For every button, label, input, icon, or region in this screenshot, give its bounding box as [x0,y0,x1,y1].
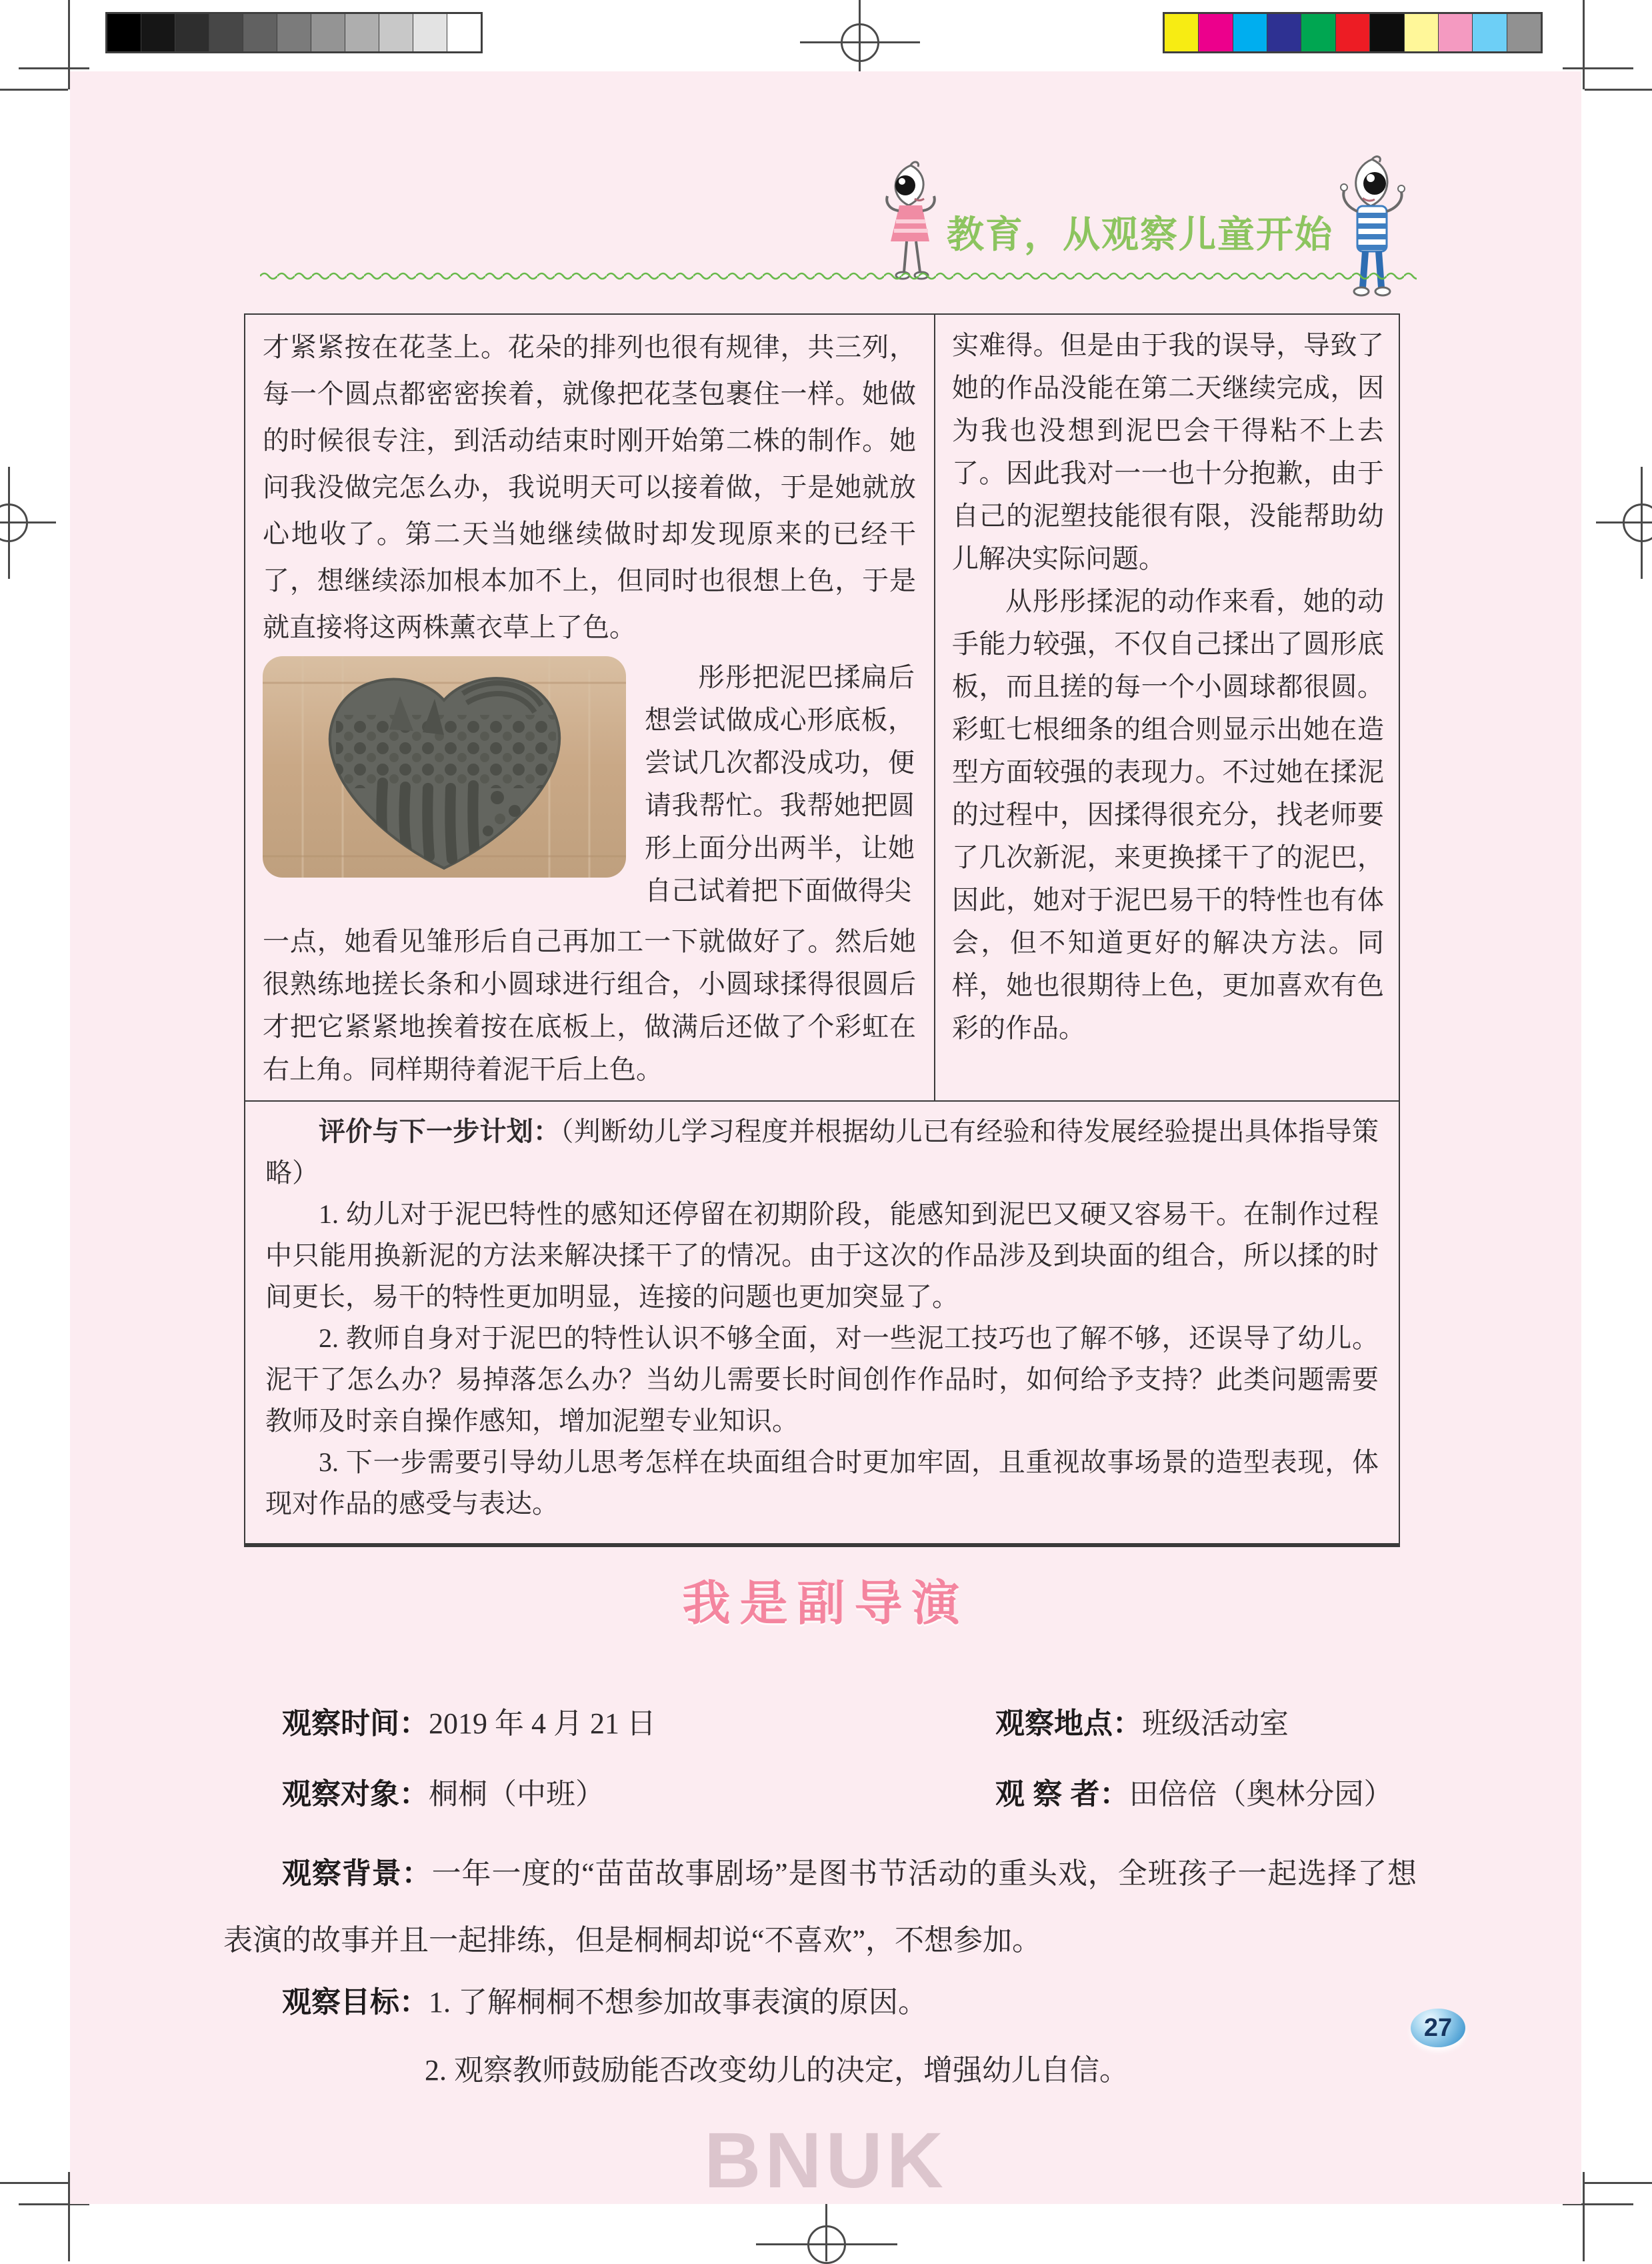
evaluation-section [245,1100,1399,1524]
calibration-swatch [1233,14,1267,51]
evaluation-heading-label: 评价与下一步计划： [319,1117,561,1146]
calibration-swatch [277,14,311,51]
registration-mark-icon [0,521,56,523]
clay-heart-sculpture-photo [263,656,626,878]
page-header-title: 教育，从观察儿童开始 [947,213,1333,255]
background-text: 一年一度的“苗苗故事剧场”是图书节活动的重头戏，全班孩子一起选择了想表演的故事并且一起排练，但是桐桐却说“不喜欢”，不想参加。 [223,1857,1417,1957]
observation-time-row [223,1699,1417,1742]
evaluation-item: 2. 教师自身对于泥巴的特性认识不够全面，对一些泥工技巧也了解不够，还误导了幼儿。泥干了怎么办？易掉落怎么办？当幼儿需要长时间创作作品时，如何给予支持？此类问题需要教师及时亲自操作感知，增加泥塑专业知识。 [265,1323,1379,1436]
left-column-paragraph: 才紧紧按在花茎上。花朵的排列也很有规律，共三列，每一个圆点都密密挨着，就像把花茎包裹住一样。她做的时候很专注，到活动结束时刚开始第二株的制作。她问我没做完怎么办，我说明天可以接着做，于是她就放心地收了。第二天当她继续做时却发现原来的已经干了，想继续添加根本加不上，但同时也很想上色，于是就直接将这两株薰衣草上了色。 [263,332,916,642]
section-title: 我是副导演 [682,1577,969,1630]
observation-background-paragraph [223,1841,1417,1974]
calibration-swatch [1369,14,1403,51]
left-column-paragraph-beside-photo: 彤彤把泥巴揉扁后想尝试做成心形底板，尝试几次都没成功，便请我帮忙。我帮她把圆形上面分出两半，让她自己试着把下面做得尖 [645,662,915,906]
crop-mark [0,2182,68,2184]
calibration-swatch [413,14,447,51]
crop-mark [1583,2172,1585,2261]
grayscale-calibration-bar [105,12,483,53]
observer-label: 观 察 者： [995,1778,1129,1811]
crop-mark [1585,2182,1652,2184]
calibration-swatch [243,14,277,51]
observer-value: 田倍倍（奥林分园） [1129,1778,1393,1811]
calibration-swatch [1335,14,1369,51]
time-label: 观察时间： [282,1707,429,1740]
registration-mark-icon [800,41,920,43]
goal-item: 1. 了解桐桐不想参加故事表演的原因。 [429,1986,927,2019]
page-number-badge [1411,2009,1465,2047]
evaluation-item: 1. 幼儿对于泥巴特性的感知还停留在初期阶段，能感知到泥巴又硬又容易干。在制作过程中只能用换新泥的方法来解决揉干了的情况。由于这次的作品涉及到块面的组合，所以揉的时间更长，易干的特性更加明显，连接的问题也更加突显了。 [265,1199,1379,1312]
crop-mark [1583,0,1585,89]
calibration-swatch [311,14,345,51]
evaluation-heading-note: （判断幼儿学习程度并根据幼儿已有经验和待发展经验提出具体指导策略） [265,1116,1379,1188]
watermark-text: BNUK [704,2117,947,2205]
crop-mark [1563,67,1633,69]
calibration-swatch [141,14,175,51]
right-column [952,324,1384,1050]
right-column-paragraph: 实难得。但是由于我的误导，导致了她的作品没能在第二天继续完成，因为我也没想到泥巴会干得粘不上去了。因此我对一一也十分抱歉，由于自己的泥塑技能很有限，没能帮助幼儿解决实际问题。 [952,330,1384,574]
left-column [263,324,916,1091]
left-column-paragraph: 一点，她看见雏形后自己再加工一下就做好了。然后她很熟练地搓长条和小圆球进行组合，小圆球揉得很圆后才把它紧紧地挨着按在底板上，做满后还做了个彩虹在右上角。同样期待着泥干后上色。 [263,926,916,1084]
goal-item: 2. 观察教师鼓励能否改变幼儿的决定，增强幼儿自信。 [425,2054,1129,2087]
crop-mark [19,67,89,69]
observation-record-box [244,313,1400,1547]
subject-label: 观察对象： [282,1778,429,1811]
evaluation-heading [265,1111,1379,1194]
calibration-swatch [1438,14,1472,51]
calibration-swatch [175,14,209,51]
calibration-swatch [379,14,413,51]
place-label: 观察地点： [995,1707,1142,1740]
calibration-swatch [1165,14,1198,51]
calibration-swatch [447,14,481,51]
calibration-swatch [1472,14,1506,51]
goal-label: 观察目标： [282,1986,429,2019]
observation-goal-row [223,1978,1417,2021]
registration-mark-icon [825,2199,827,2261]
time-value: 2019 年 4 月 21 日 [429,1707,656,1740]
calibration-swatch [1198,14,1232,51]
calibration-swatch [1404,14,1438,51]
tadpole-boy-mascot-icon [1333,155,1411,310]
calibration-swatch [209,14,243,51]
subject-value: 桐桐（中班） [429,1778,605,1811]
calibration-swatch [1507,14,1541,51]
registration-mark-icon [1596,521,1652,523]
background-label: 观察背景： [282,1857,432,1890]
calibration-swatch [1267,14,1301,51]
page-number: 27 [1423,2013,1453,2042]
evaluation-item: 3. 下一步需要引导幼儿思考怎样在块面组合时更加牢固，且重视故事场景的造型表现，体现对作品的感受与表达。 [265,1447,1379,1518]
observation-subject-row [223,1770,1417,1813]
right-column-paragraph: 从彤彤揉泥的动作来看，她的动手能力较强，不仅自己揉出了圆形底板，而且搓的每一个小圆球都很圆。彩虹七根细条的组合则显示出她在造型方面较强的表现力。不过她在揉泥的过程中，因揉得很充分，找老师要了几次新泥，来更换揉干了的泥巴，因此，她对于泥巴易干的特性也有体会，但不知道更好的解决方法。同样，她也很期待上色，更加喜欢有色彩的作品。 [952,586,1384,1043]
registration-mark-icon [756,2243,897,2245]
calibration-swatch [107,14,141,51]
place-value: 班级活动室 [1142,1707,1289,1740]
color-calibration-bar [1163,12,1543,53]
calibration-swatch [345,14,379,51]
crop-mark [0,89,68,91]
crop-mark [1585,89,1652,91]
column-divider [934,315,935,1100]
wavy-divider [260,269,1417,280]
calibration-swatch [1301,14,1335,51]
